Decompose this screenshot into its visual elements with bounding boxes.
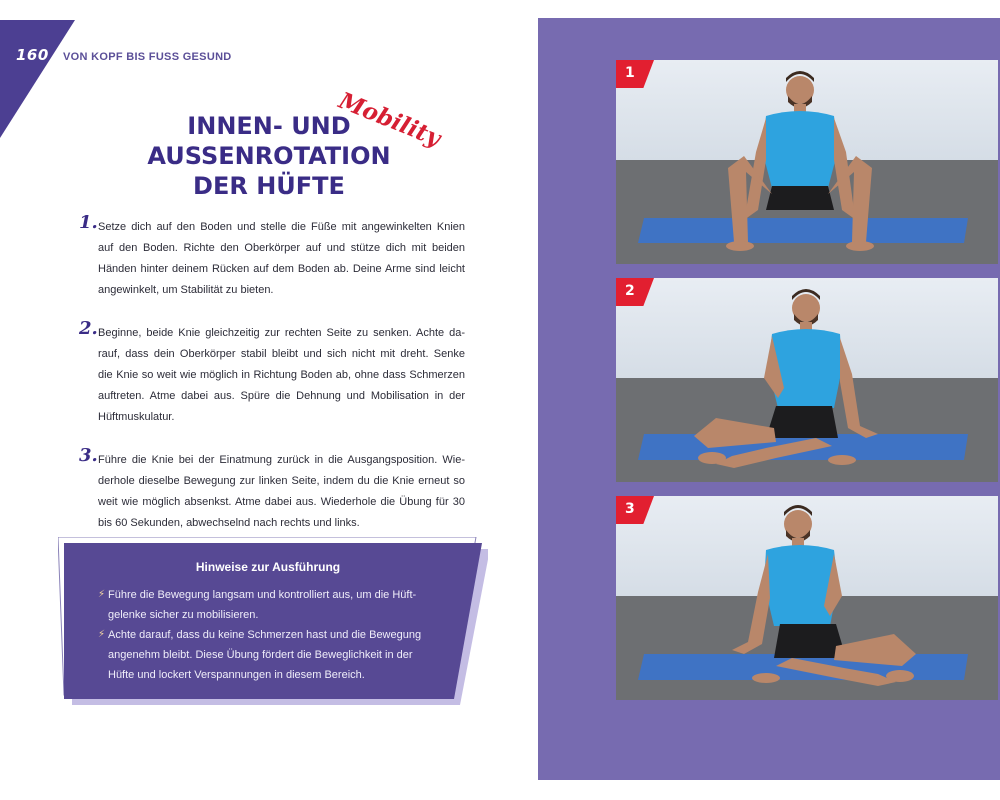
step-line: Händen hinter deinem Rücken auf dem Boden ab. Deine Arme sind leicht — [98, 263, 465, 275]
step-line: auf den Boden. Richte den Oberkörper auf und stütze dich mit beiden — [98, 242, 465, 254]
exercise-photo-1 — [616, 60, 998, 264]
step-number: 3. — [79, 445, 98, 466]
step-text — [98, 217, 465, 301]
step-line: rauf, dass dein Oberkörper stabil bleibt und sich nicht mit dreht. Senke — [98, 348, 465, 360]
tip-text — [108, 625, 438, 685]
exercise-illustration — [616, 60, 998, 264]
tip-line: Führe die Bewegung langsam und kontrolliert aus, um die Hüft- — [108, 589, 417, 601]
step-number: 2. — [79, 318, 98, 339]
step-line: weit wie möglich absenkst. Atme dabei aus. Wiederhole die Übung für 30 — [98, 496, 465, 508]
title-line: DER HÜFTE — [193, 172, 345, 200]
step-line: Hüftmuskulatur. — [98, 411, 175, 423]
tips-list — [98, 585, 438, 685]
running-head: VON KOPF BIS FUSS GESUND — [63, 51, 232, 63]
tip-line: Hüfte und lockert Verspannungen in diesem Bereich. — [108, 669, 365, 681]
tip-line: gelenke sicher zu mobilisieren. — [108, 609, 259, 621]
step-line: angewinkelt, um Stabilität zu bieten. — [98, 284, 274, 296]
tip-item — [98, 625, 438, 685]
step-text — [98, 323, 465, 428]
page-title — [128, 111, 410, 201]
exercise-photo-2 — [616, 278, 998, 482]
step-badge-number: 3 — [625, 501, 635, 517]
exercise-photo-3 — [616, 496, 998, 700]
step-item — [79, 212, 465, 301]
step-number: 1. — [79, 212, 98, 233]
step-line: bis 60 Sekunden, abwechselnd nach rechts und links. — [98, 517, 360, 529]
step-item — [79, 445, 465, 534]
page-number: 160 — [16, 46, 49, 64]
tips-title: Hinweise zur Ausführung — [195, 560, 341, 574]
corner-triangle — [0, 20, 75, 140]
lightning-icon: ⚡ — [98, 629, 106, 640]
step-text — [98, 450, 465, 534]
step-item — [79, 318, 465, 428]
tip-text — [108, 585, 438, 625]
step-badge-number: 2 — [625, 283, 635, 299]
step-line: derhole dieselbe Bewegung zur linken Seite, indem du die Knie erneut so — [98, 475, 465, 487]
tips-box — [58, 537, 488, 707]
step-line: die Knie so weit wie möglich in Richtung Boden ab, ohne dass Schmerzen — [98, 369, 465, 381]
step-line: Beginne, beide Knie gleichzeitig zur rechten Seite zu senken. Achte da- — [98, 327, 465, 339]
step-line: auftreten. Atme dabei aus. Spüre die Dehnung und Mobilisation in der — [98, 390, 465, 402]
tip-line: Achte darauf, dass du keine Schmerzen hast und die Bewegung — [108, 629, 422, 641]
exercise-illustration — [616, 278, 998, 482]
step-line: Führe die Knie bei der Einatmung zurück in die Ausgangsposition. Wie- — [98, 454, 465, 466]
tip-item — [98, 585, 438, 625]
tip-line: angenehm bleibt. Diese Übung fördert die Beweglichkeit in der — [108, 649, 413, 661]
title-line: INNEN- UND — [187, 112, 351, 140]
step-line: Setze dich auf den Boden und stelle die Füße mit angewinkelten Knien — [98, 221, 465, 233]
mobility-tag: Mobility — [334, 86, 445, 153]
exercise-illustration — [616, 496, 998, 700]
steps-list — [79, 212, 465, 556]
step-badge-number: 1 — [625, 65, 635, 81]
lightning-icon: ⚡ — [98, 589, 106, 600]
title-line: AUSSENROTATION — [147, 142, 391, 170]
